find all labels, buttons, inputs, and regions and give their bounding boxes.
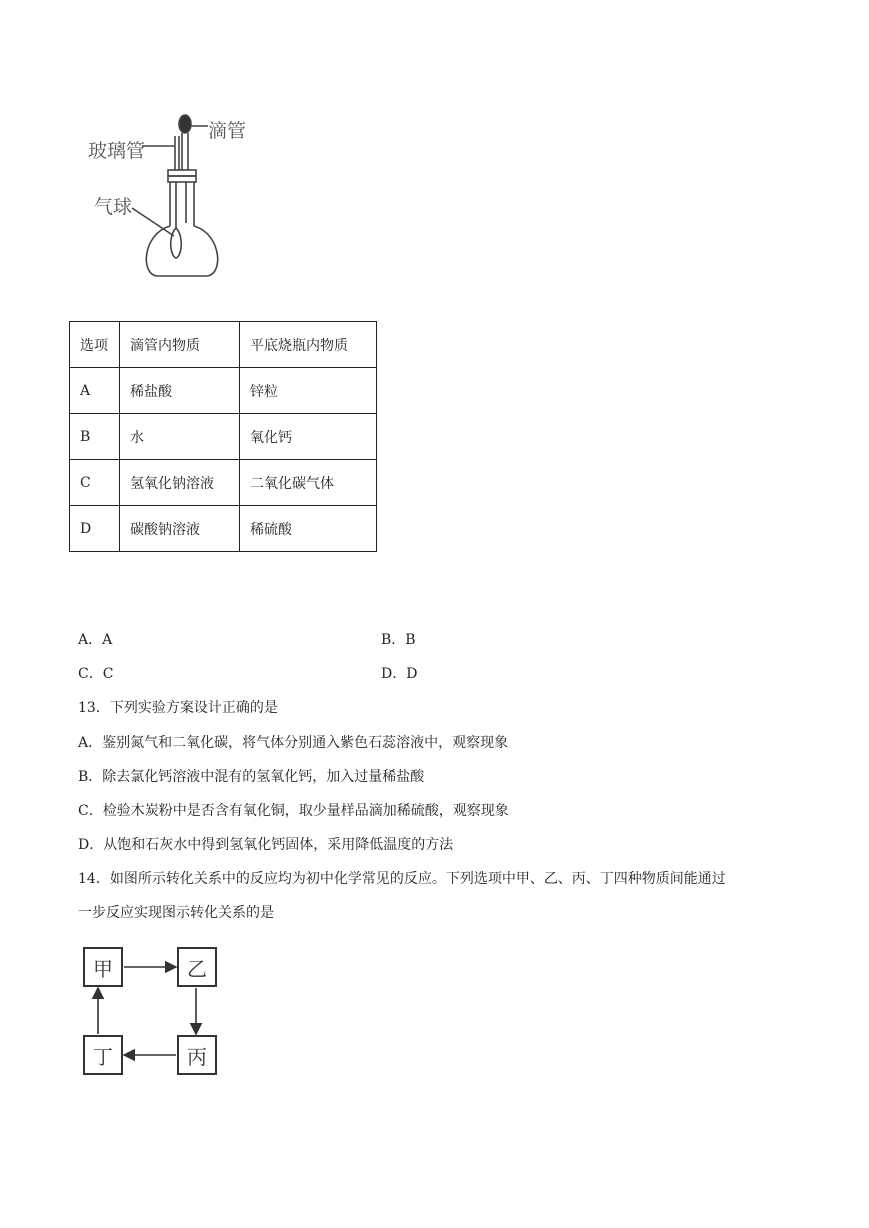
q13-choice-c: C．检验木炭粉中是否含有氧化铜，取少量样品滴加稀硫酸，观察现象	[78, 803, 509, 819]
node-ding: 丁	[83, 1035, 123, 1075]
table-cell: D	[70, 506, 120, 552]
node-bing: 丙	[177, 1035, 217, 1075]
table-cell: 稀硫酸	[240, 506, 377, 552]
glass-tube-label: 玻璃管	[88, 140, 146, 162]
table-row	[70, 414, 377, 460]
apparatus-figure	[80, 108, 280, 288]
table-cell: C	[70, 460, 120, 506]
table-row	[70, 460, 377, 506]
q12-choice-b: B．B	[381, 632, 416, 648]
table-header-cell: 平底烧瓶内物质	[240, 322, 377, 368]
q13-choice-a: A．鉴别氮气和二氧化碳，将气体分别通入紫色石蕊溶液中，观察现象	[78, 735, 509, 751]
table-cell: 锌粒	[240, 368, 377, 414]
table-cell: 水	[120, 414, 240, 460]
q12-choice-c: C．C	[78, 666, 114, 682]
table-row	[70, 368, 377, 414]
q14-stem-line1: 14．如图所示转化关系中的反应均为初中化学常见的反应。下列选项中甲、乙、丙、丁四种物质间能通过	[78, 871, 726, 887]
q12-choice-a: A．A	[78, 632, 113, 648]
table-header-cell: 滴管内物质	[120, 322, 240, 368]
table-cell: A	[70, 368, 120, 414]
q13-choice-d: D．从饱和石灰水中得到氢氧化钙固体，采用降低温度的方法	[78, 837, 454, 853]
node-jia: 甲	[83, 947, 123, 987]
q13-stem: 13．下列实验方案设计正确的是	[78, 700, 278, 716]
table-cell: 碳酸钠溶液	[120, 506, 240, 552]
table-cell: 二氧化碳气体	[240, 460, 377, 506]
table-header-cell: 选项	[70, 322, 120, 368]
q13-choice-b: B．除去氯化钙溶液中混有的氢氧化钙，加入过量稀盐酸	[78, 769, 425, 785]
options-table	[69, 321, 377, 552]
table-cell: 氢氧化钠溶液	[120, 460, 240, 506]
q12-choice-d: D．D	[381, 666, 418, 682]
table-header-row	[70, 322, 377, 368]
conversion-cycle-diagram	[78, 940, 238, 1085]
q14-stem-line2: 一步反应实现图示转化关系的是	[78, 905, 274, 921]
dropper-label: 滴管	[208, 120, 247, 142]
table-cell: 氧化钙	[240, 414, 377, 460]
table-row	[70, 506, 377, 552]
balloon-label: 气球	[94, 196, 133, 218]
table-cell: B	[70, 414, 120, 460]
table-cell: 稀盐酸	[120, 368, 240, 414]
node-yi: 乙	[177, 947, 217, 987]
